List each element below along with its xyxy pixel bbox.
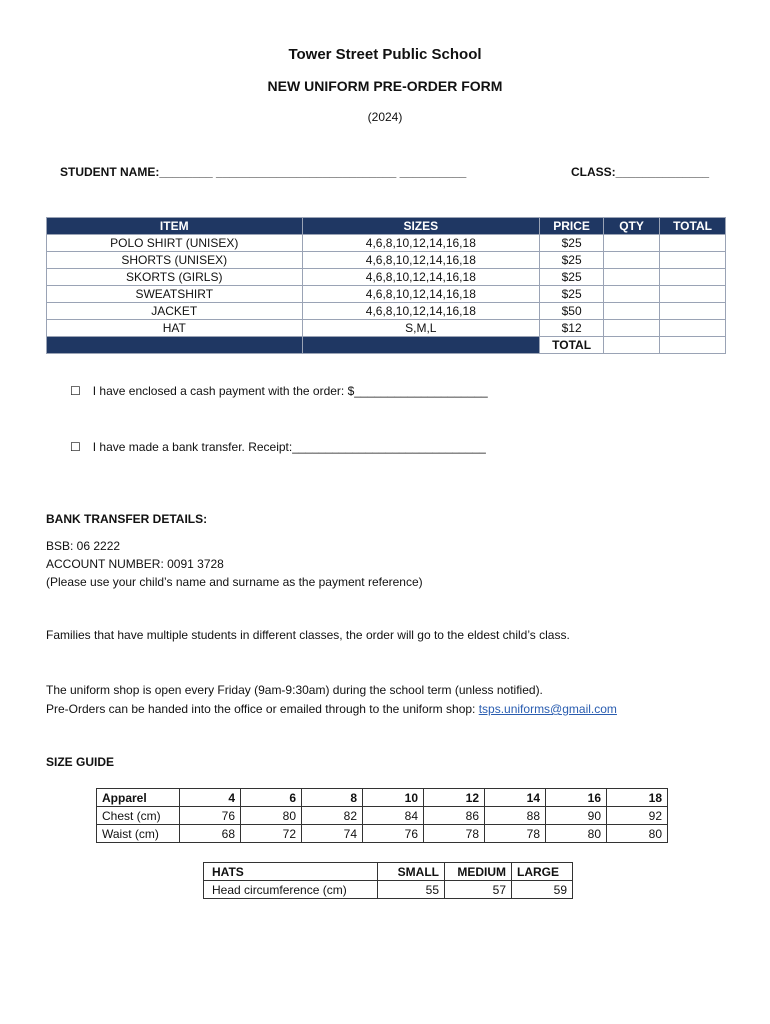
table-cell: 18 bbox=[607, 789, 668, 807]
table-cell: 82 bbox=[302, 807, 363, 825]
sizes-cell: 4,6,8,10,12,14,16,18 bbox=[302, 286, 540, 303]
total-input-cell[interactable] bbox=[660, 235, 726, 252]
shop-hours-note: The uniform shop is open every Friday (9am-9:30am) during the school term (unless notified). bbox=[46, 683, 543, 697]
bank-details-heading: BANK TRANSFER DETAILS: bbox=[46, 512, 208, 526]
table-cell: 78 bbox=[485, 825, 546, 843]
table-cell: 86 bbox=[424, 807, 485, 825]
table-cell: 16 bbox=[546, 789, 607, 807]
table-cell: 90 bbox=[546, 807, 607, 825]
table-row bbox=[97, 807, 668, 825]
table-row bbox=[47, 303, 726, 320]
table-cell: 76 bbox=[180, 807, 241, 825]
item-cell: HAT bbox=[47, 320, 303, 337]
table-row bbox=[97, 789, 668, 807]
item-cell: SKORTS (GIRLS) bbox=[47, 269, 303, 286]
table-cell: 10 bbox=[363, 789, 424, 807]
bank-transfer-label: I have made a bank transfer. Receipt:_____________________________ bbox=[92, 440, 486, 454]
table-cell: 76 bbox=[363, 825, 424, 843]
table-cell: Apparel bbox=[97, 789, 180, 807]
column-header-total: TOTAL bbox=[660, 218, 726, 235]
table-cell: 68 bbox=[180, 825, 241, 843]
table-row bbox=[47, 252, 726, 269]
school-name: Tower Street Public School bbox=[288, 46, 482, 63]
table-row bbox=[204, 881, 573, 899]
sizes-cell: 4,6,8,10,12,14,16,18 bbox=[302, 252, 540, 269]
qty-input-cell[interactable] bbox=[604, 269, 660, 286]
total-label: TOTAL bbox=[540, 337, 604, 354]
total-qty-cell[interactable] bbox=[604, 337, 660, 354]
total-input-cell[interactable] bbox=[660, 320, 726, 337]
checkbox-icon[interactable]: ☐ bbox=[70, 440, 81, 454]
table-cell: 4 bbox=[180, 789, 241, 807]
student-name-field[interactable]: STUDENT NAME:________ ___________________________ __________ bbox=[60, 165, 467, 179]
table-cell: LARGE bbox=[512, 863, 573, 881]
table-row bbox=[47, 235, 726, 252]
cash-payment-option[interactable] bbox=[70, 384, 488, 398]
grand-total-cell[interactable] bbox=[660, 337, 726, 354]
form-title: NEW UNIFORM PRE-ORDER FORM bbox=[267, 78, 503, 94]
price-cell: $25 bbox=[540, 269, 604, 286]
table-cell: 57 bbox=[445, 881, 512, 899]
total-row bbox=[47, 337, 726, 354]
cash-payment-label: I have enclosed a cash payment with the order: $____________________ bbox=[92, 384, 488, 398]
column-header-item: ITEM bbox=[47, 218, 303, 235]
table-row bbox=[204, 863, 573, 881]
table-cell: Head circumference (cm) bbox=[204, 881, 378, 899]
hats-size-table bbox=[203, 862, 573, 899]
table-row bbox=[47, 269, 726, 286]
price-cell: $50 bbox=[540, 303, 604, 320]
qty-input-cell[interactable] bbox=[604, 286, 660, 303]
table-cell: 6 bbox=[241, 789, 302, 807]
item-cell: JACKET bbox=[47, 303, 303, 320]
table-cell: 78 bbox=[424, 825, 485, 843]
total-row-fill bbox=[47, 337, 303, 354]
item-cell: SHORTS (UNISEX) bbox=[47, 252, 303, 269]
class-field[interactable]: CLASS:______________ bbox=[571, 165, 710, 179]
bsb-text: BSB: 06 2222 bbox=[46, 539, 121, 553]
total-input-cell[interactable] bbox=[660, 303, 726, 320]
sizes-cell: 4,6,8,10,12,14,16,18 bbox=[302, 303, 540, 320]
total-input-cell[interactable] bbox=[660, 252, 726, 269]
preorder-text: Pre-Orders can be handed into the office or emailed through to the uniform shop: bbox=[46, 702, 479, 716]
table-cell: Chest (cm) bbox=[97, 807, 180, 825]
table-cell: 80 bbox=[241, 807, 302, 825]
table-cell: SMALL bbox=[378, 863, 445, 881]
checkbox-icon[interactable]: ☐ bbox=[70, 384, 81, 398]
item-cell: SWEATSHIRT bbox=[47, 286, 303, 303]
total-row-fill bbox=[302, 337, 540, 354]
table-cell: Waist (cm) bbox=[97, 825, 180, 843]
table-cell: 88 bbox=[485, 807, 546, 825]
sizes-cell: 4,6,8,10,12,14,16,18 bbox=[302, 235, 540, 252]
price-cell: $25 bbox=[540, 235, 604, 252]
column-header-sizes: SIZES bbox=[302, 218, 540, 235]
total-input-cell[interactable] bbox=[660, 286, 726, 303]
sizes-cell: 4,6,8,10,12,14,16,18 bbox=[302, 269, 540, 286]
bank-transfer-option[interactable] bbox=[70, 440, 486, 454]
table-cell: MEDIUM bbox=[445, 863, 512, 881]
table-cell: 84 bbox=[363, 807, 424, 825]
form-year: (2024) bbox=[367, 110, 403, 124]
table-row bbox=[47, 286, 726, 303]
price-cell: $25 bbox=[540, 286, 604, 303]
table-row bbox=[47, 320, 726, 337]
size-guide-heading: SIZE GUIDE bbox=[46, 755, 115, 769]
payment-reference-note: (Please use your child’s name and surname as the payment reference) bbox=[46, 575, 423, 589]
table-cell: 80 bbox=[607, 825, 668, 843]
table-cell: HATS bbox=[204, 863, 378, 881]
table-cell: 72 bbox=[241, 825, 302, 843]
price-cell: $12 bbox=[540, 320, 604, 337]
item-cell: POLO SHIRT (UNISEX) bbox=[47, 235, 303, 252]
total-input-cell[interactable] bbox=[660, 269, 726, 286]
sizes-cell: S,M,L bbox=[302, 320, 540, 337]
table-cell: 74 bbox=[302, 825, 363, 843]
table-row bbox=[97, 825, 668, 843]
table-cell: 80 bbox=[546, 825, 607, 843]
email-link[interactable]: tsps.uniforms@gmail.com bbox=[478, 702, 617, 716]
column-header-qty: QTY bbox=[604, 218, 660, 235]
table-cell: 12 bbox=[424, 789, 485, 807]
price-cell: $25 bbox=[540, 252, 604, 269]
column-header-price: PRICE bbox=[540, 218, 604, 235]
table-cell: 8 bbox=[302, 789, 363, 807]
table-cell: 55 bbox=[378, 881, 445, 899]
table-cell: 14 bbox=[485, 789, 546, 807]
preorder-note bbox=[46, 702, 617, 716]
table-cell: 59 bbox=[512, 881, 573, 899]
qty-input-cell[interactable] bbox=[604, 303, 660, 320]
order-table-header bbox=[47, 218, 726, 235]
size-guide-table bbox=[96, 788, 668, 843]
families-note: Families that have multiple students in different classes, the order will go to the eldest child’s class. bbox=[46, 628, 570, 642]
account-number-text: ACCOUNT NUMBER: 0091 3728 bbox=[46, 557, 224, 571]
order-table bbox=[46, 217, 726, 354]
qty-input-cell[interactable] bbox=[604, 252, 660, 269]
qty-input-cell[interactable] bbox=[604, 235, 660, 252]
table-cell: 92 bbox=[607, 807, 668, 825]
qty-input-cell[interactable] bbox=[604, 320, 660, 337]
